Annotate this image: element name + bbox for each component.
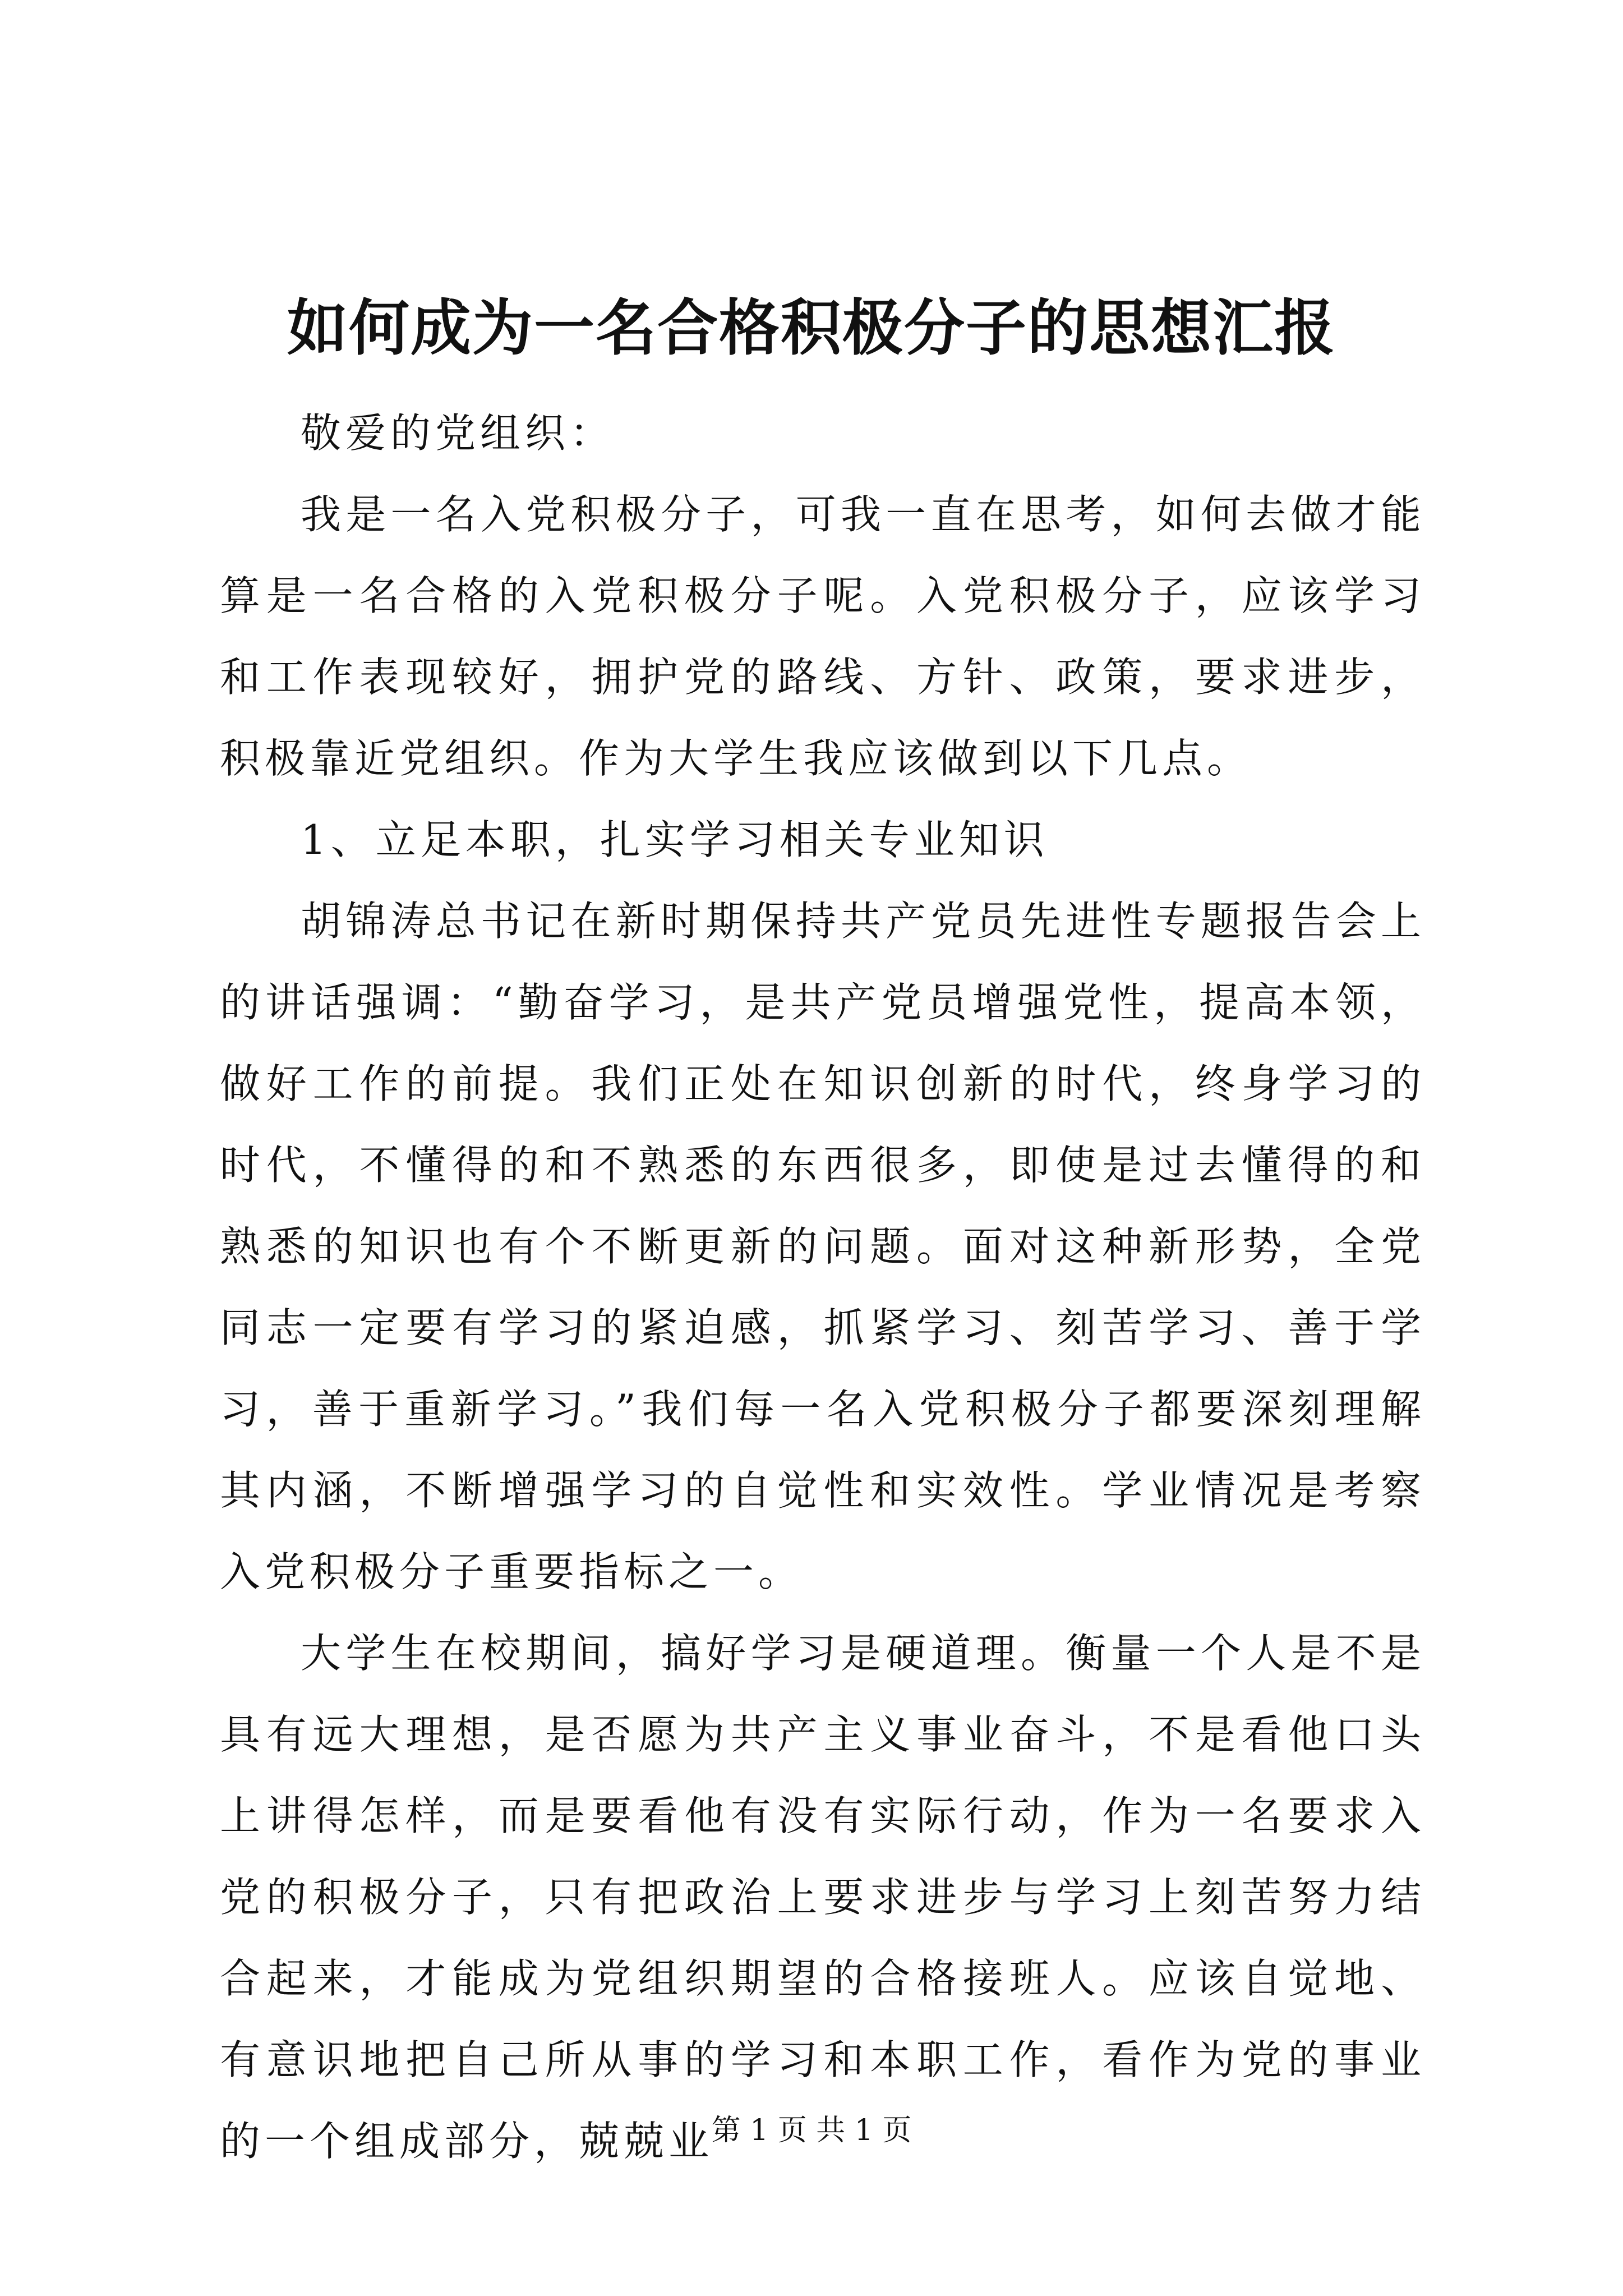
- document-body: [220, 393, 1426, 2182]
- section-heading-1: 1、立足本职，扎实学习相关专业知识: [301, 816, 1049, 863]
- salutation: 敬爱的党组织：: [301, 409, 615, 457]
- paragraph-3: 大学生在校期间，搞好学习是硬道理。衡量一个人是不是具有远大理想，是否愿为共产主义事业奋斗，不是看他口头上讲得怎样，而是要看他有没有实际行动，作为一名要求入党的积极分子，只有把政治上要求进步与学习上刻苦努力结合起来，才能成为党组织期望的合格接班人。应该自觉地、有意识地把自己所从事的学习和本职工作，看作为党的事业的一个组成部分，兢兢业: [220, 1630, 1426, 2165]
- document-title: 如何成为一名合格积极分子的思想汇报: [287, 293, 1336, 364]
- paragraph-2: 胡锦涛总书记在新时期保持共产党员先进性专题报告会上的讲话强调：“勤奋学习，是共产党员增强党性，提高本领，做好工作的前提。我们正处在知识创新的时代，终身学习的时代，不懂得的和不熟悉的东西很多，即使是过去懂得的和熟悉的知识也有个不断更新的问题。面对这种新形势，全党同志一定要有学习的紧迫感，抓紧学习、刻苦学习、善于学习，善于重新学习。”我们每一名入党积极分子都要深刻理解其内涵，不断增强学习的自觉性和实效性。学业情况是考察入党积极分子重要指标之一。: [220, 898, 1426, 1595]
- page-number-footer: 第 1 页 共 1 页: [711, 2114, 912, 2147]
- paragraph-1: 我是一名入党积极分子，可我一直在思考，如何去做才能算是一名合格的入党积极分子呢。入党积极分子，应该学习和工作表现较好，拥护党的路线、方针、政策，要求进步，积极靠近党组织。作为大学生我应该做到以下几点。: [220, 491, 1426, 782]
